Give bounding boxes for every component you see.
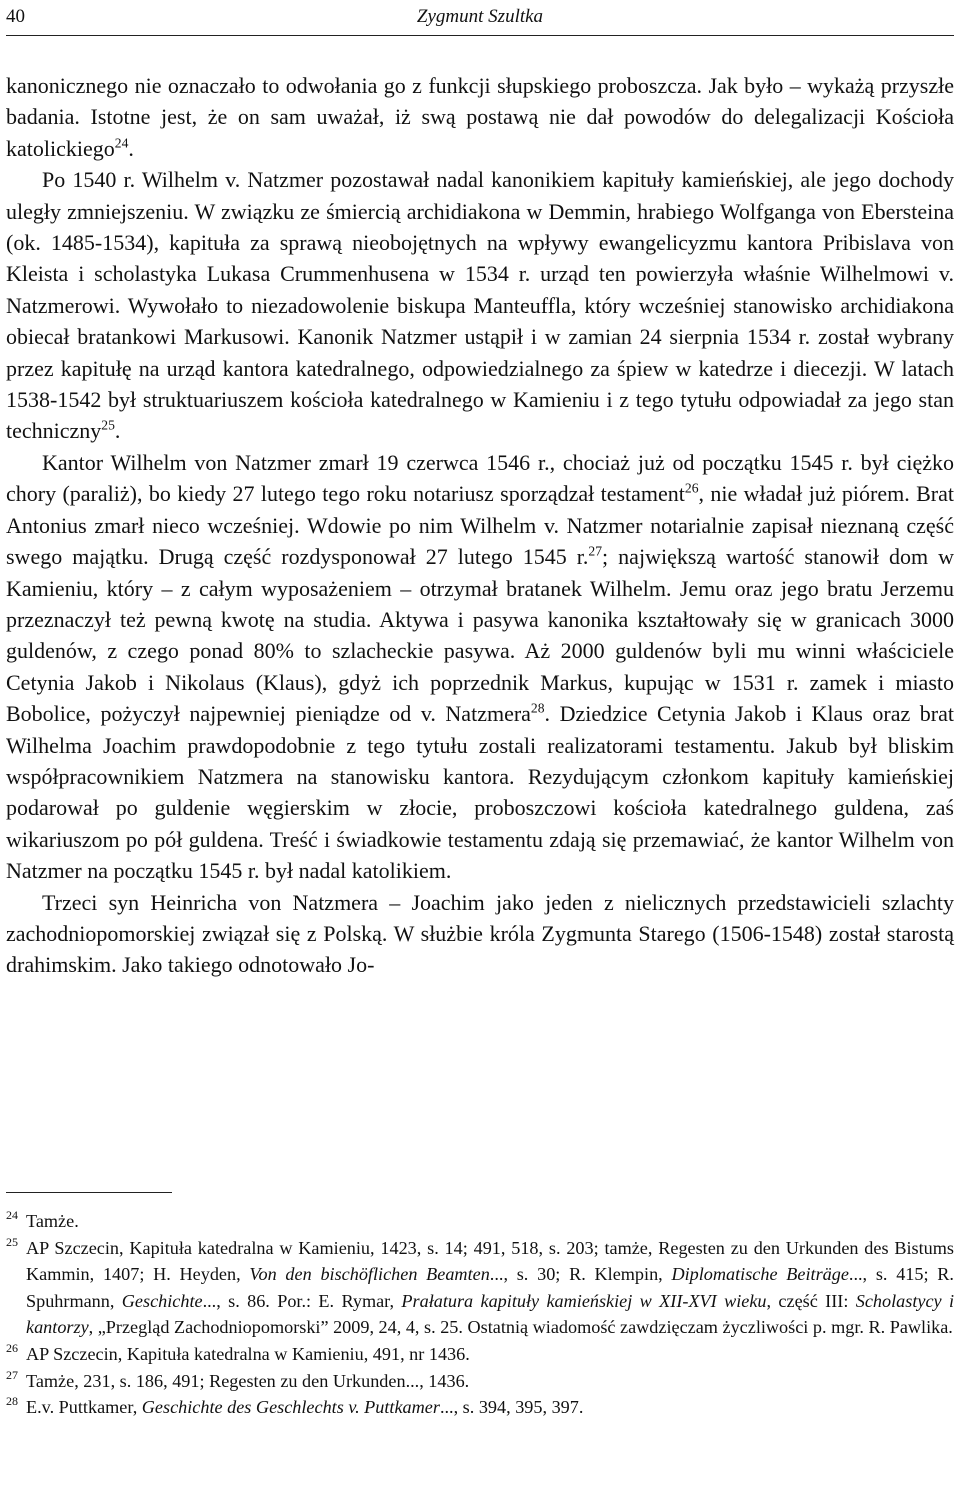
footnote-24: 24 Tamże. [6,1208,954,1235]
footnote-number: 28 [6,1394,18,1409]
footnote-ref-28: 28 [530,700,545,716]
footnote-ref-26: 26 [684,480,699,496]
footnote-separator [6,1192,172,1193]
paragraph-3: Kantor Wilhelm von Natzmer zmarł 19 czerwca 1546 r., chociaż już od początku 1545 r. był ciężko chory (paraliż), bo kiedy 27 lutego tego roku notariusz sporządzał testament$^{26}$, nie władał już piórem. Brat Antonius zmarł nieco wcześniej. Wdowie po nim Wilhelm v. Natzmer notarialnie zapisał nieznaną część swego majątku. Drugą część rozdysponował 27 lutego 1545 r.$^{27}$; największą wartość stanowił dom w Kamieniu, który – z całym wyposażeniem – otrzymał bratanek Wilhelm. Jemu oraz jego bratu Jerzemu przeznaczył też pewną kwotę na studia. Aktywa i pasywa kanonika kształtowały się w granicach 3000 guldenów, z czego ponad 80% to szlacheckie pasywa. Aż 2000 guldenów byli mu winni właściciele Cetynia Jakob i Nikolaus (Klaus), gdyż ich poprzednik Markus, kupując w 1531 r. zamek i miasto Bobolice, pożyczył najpewniej pieniądze od v. Natzmera$^{28}$. Dziedzice Cetynia Jakob i Klaus oraz brat Wilhelma Joachim prawdopodobnie z tego tytułu zostali realizatorami testamentu. Jakub był bliskim współpracownikiem Natzmera na stanowisku kantora. Rezydującym członkom kapituły kamieńskiej podarował po guldenie węgierskim w złocie, proboszczowi kościoła katedralnego guldena, zaś wikariuszom po pół guldena. Treść i świadkowie testamentu zdają się przemawiać, że kantor Wilhelm von Natzmer na początku 1545 r. był nadal katolikiem. [6,449,954,884]
page-number: 40 [6,6,25,27]
footnote-number: 24 [6,1208,18,1222]
footnote-ref-27: 27 [588,543,603,559]
footnote-25: 25 AP Szczecin, Kapituła katedralna w Kamieniu, 1423, s. 14; 491, 518, s. 203; tamże, Regesten zu den Urkunden des Bistums Kammin, 1407; H. Heyden, Von den bischöflichen Beamten..., s. 30; R. Klempin, Diplomatische Beiträge..., s. 415; R. Spuhrmann, Geschichte..., s. 86. Por.: E. Rymar, Prałatura kapituły kamieńskiej w XII-XVI wieku, część III: Scholastycy i kantorzy, „Przegląd Zachodniopomorski” 2009, 24, 4, s. 25. Ostatnią wiadomość zawdzięczam życzliwości p. mgr. R. Pawlika. [6,1235,954,1341]
footnote-27: 27 Tamże, 231, s. 186, 491; Regesten zu den Urkunden..., 1436. [6,1368,954,1395]
paragraph-2: Po 1540 r. Wilhelm v. Natzmer pozostawał nadal kanonikiem kapituły kamieńskiej, ale jego dochody uległy zmniejszeniu. W związku ze śmiercią archidiakona w Demmin, hrabiego Wolfganga von Ebersteina (ok. 1485-1534), kapituła za sprawą nieobojętnych na wpływy ewangelicyzmu kantora Pribislava von Kleista i scholastyka Lukasa Crummenhusena w 1534 r. urząd ten powierzyła właśnie Wilhelmowi v. Natzmerowi. Wywołało to niezadowolenie biskupa Manteuffla, który wcześniej stanowisko archidiakona obiecał bratankowi Markusowi. Kanonik Natzmer ustąpił i w zamian 24 sierpnia 1534 r. został wybrany przez kapitułę na urząd kantora katedralnego, odpowiedzialnego za śpiew w katedrze i diecezji. W latach 1538-1542 był struktuariuszem kościoła katedralnego w Kamieniu i z tego tytułu odpowiadał za jego stan techniczny$^{25}$. [6,167,954,444]
page-header [6,0,954,34]
main-text [6,70,954,981]
header-rule [6,35,954,36]
paragraph-4: Trzeci syn Heinricha von Natzmera – Joachim jako jeden z nielicznych przedstawicieli szlachty zachodniopomorskiej związał się z Polską. W służbie króla Zygmunta Starego (1506-1548) został starostą drahimskim. Jako takiego odnotowało Jo- [6,889,954,978]
footnote-number: 27 [6,1367,18,1382]
footnote-ref-25: 25 [101,418,115,434]
footnote-number: 26 [6,1340,18,1355]
footnotes [6,1208,954,1421]
footnote-28: 28 E.v. Puttkamer, Geschichte des Geschlechts v. Puttkamer..., s. 394, 395, 397. [6,1394,954,1421]
running-title: Zygmunt Szultka [416,6,544,27]
paragraph-1: kanonicznego nie oznaczało to odwołania go z funkcji słupskiego proboszcza. Jak było – wykażą przyszłe badania. Istotne jest, że on sam uważał, iż swą postawą nie dał powodów do delegalizacji Kościoła katolickiego$^{24}$. [6,73,954,161]
footnote-26: 26 AP Szczecin, Kapituła katedralna w Kamieniu, 491, nr 1436. [6,1341,954,1368]
footnote-number: 25 [6,1234,18,1249]
footnote-ref-24: 24 [114,135,129,151]
